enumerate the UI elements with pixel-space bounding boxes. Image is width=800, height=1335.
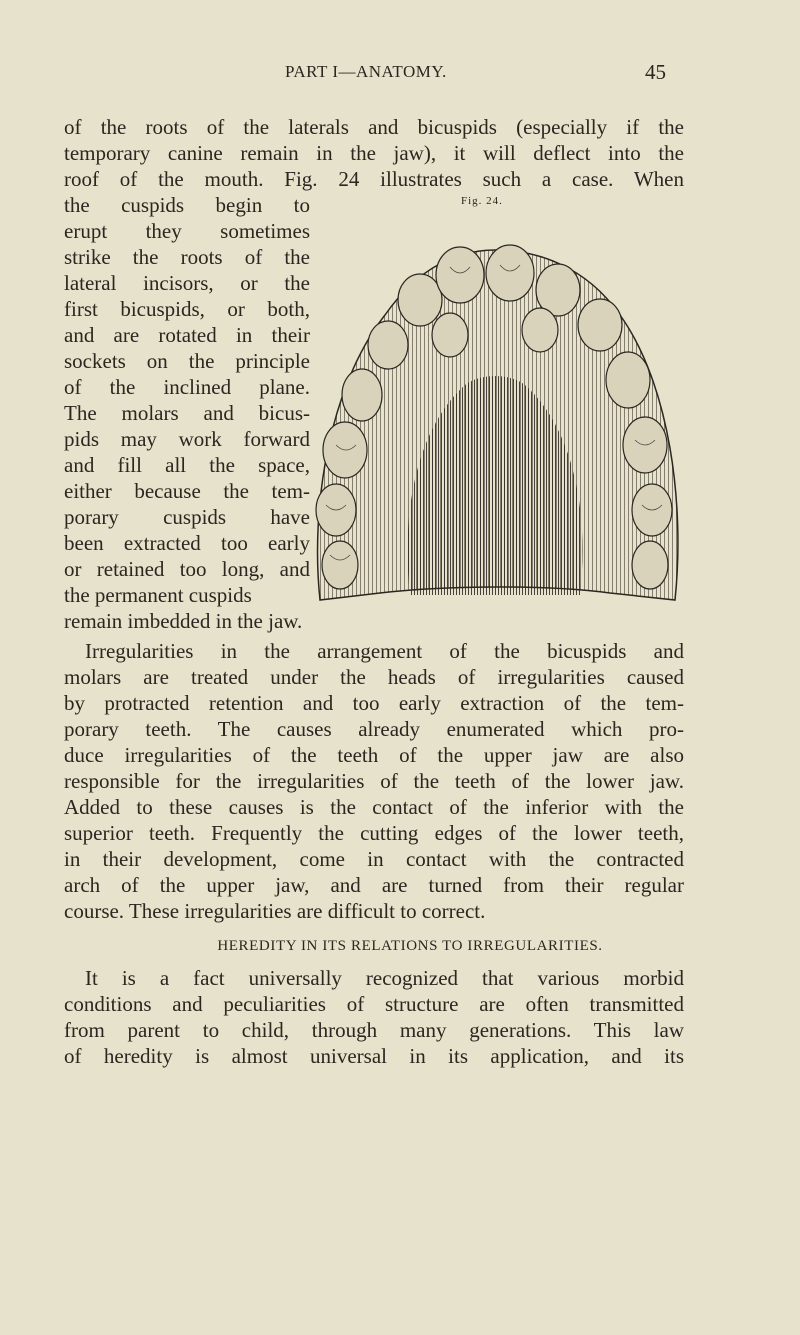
text-line: of heredity is almost universal in its application, and its (64, 1044, 684, 1068)
running-head (0, 60, 800, 86)
text-line: or retained too long, and (64, 557, 310, 581)
text-line: first bicuspids, or both, (64, 297, 310, 321)
text-line: duce irregularities of the teeth of the upper jaw are also (64, 743, 684, 767)
text-line: lateral incisors, or the (64, 271, 310, 295)
text-line: in their development, come in contact with the contracted (64, 847, 684, 871)
text-line: The molars and bicus- (64, 401, 310, 425)
text-line: of the roots of the laterals and bicuspids (especially if the (64, 115, 684, 139)
text-line: conditions and peculiarities of structure are often transmitted (64, 992, 684, 1016)
text-line: the permanent cuspids (64, 583, 252, 607)
text-line: either because the tem- (64, 479, 310, 503)
figure-caption: Fig. 24. (461, 195, 503, 207)
text-line: temporary canine remain in the jaw), it will deflect into the (64, 141, 684, 165)
text-line: responsible for the irregularities of the teeth of the lower jaw. (64, 769, 684, 793)
text-line: and fill all the space, (64, 453, 310, 477)
upper-jaw-engraving (300, 205, 690, 615)
text-line: porary teeth. The causes already enumerated which pro- (64, 717, 684, 741)
text-line: molars are treated under the heads of irregularities caused (64, 665, 684, 689)
text-line: arch of the upper jaw, and are turned from their regular (64, 873, 684, 897)
text-line: and are rotated in their (64, 323, 310, 347)
text-line: been extracted too early (64, 531, 310, 555)
text-line: pids may work forward (64, 427, 310, 451)
text-line: strike the roots of the (64, 245, 310, 269)
text-line: superior teeth. Frequently the cutting edges of the lower teeth, (64, 821, 684, 845)
dental-arch-illustration (300, 205, 690, 615)
text-line: remain imbedded in the jaw. (64, 609, 303, 633)
text-line: Added to these causes is the contact of the inferior with the (64, 795, 684, 819)
section-heading: HEREDITY IN ITS RELATIONS TO IRREGULARITIES. (217, 938, 603, 954)
text-line: from parent to child, through many generations. This law (64, 1018, 684, 1042)
running-title: PART I—ANATOMY. (285, 62, 447, 81)
text-line: It is a fact universally recognized that various morbid (85, 966, 684, 990)
text-line: Irregularities in the arrangement of the bicuspids and (85, 639, 684, 663)
text-line: porary cuspids have (64, 505, 310, 529)
text-line: course. These irregularities are difficult to correct. (64, 899, 486, 923)
page-number: 45 (645, 60, 666, 84)
text-line: erupt they sometimes (64, 219, 310, 243)
text-line: by protracted retention and too early extraction of the tem- (64, 691, 684, 715)
text-line: sockets on the principle (64, 349, 310, 373)
text-line: roof of the mouth. Fig. 24 illustrates such a case. When (64, 167, 684, 191)
text-line: the cuspids begin to (64, 193, 310, 217)
text-line: of the inclined plane. (64, 375, 310, 399)
